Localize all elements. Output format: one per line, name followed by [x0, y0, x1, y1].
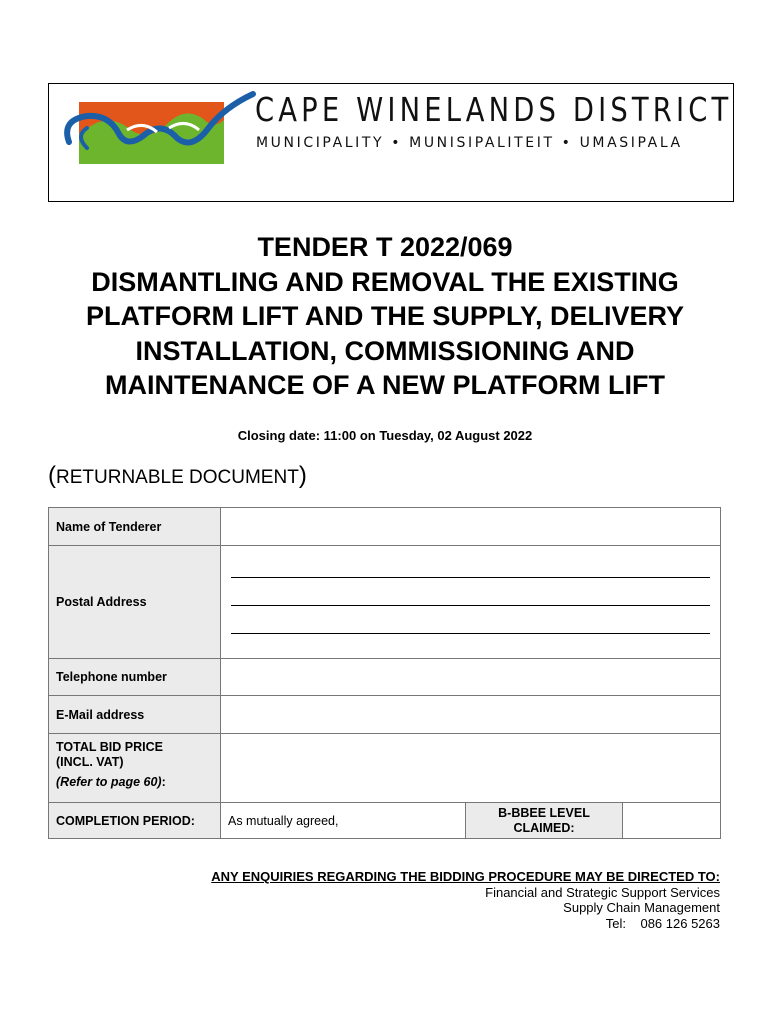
completion-period-label: COMPLETION PERIOD:: [49, 803, 221, 839]
bbbee-level-field[interactable]: [623, 803, 721, 839]
title-line: INSTALLATION, COMMISSIONING AND: [135, 335, 635, 366]
tel-number: 086 126 5263: [640, 915, 720, 931]
telephone-number-field[interactable]: [221, 659, 721, 696]
bbbee-text-line2: CLAIMED:: [513, 820, 575, 835]
enquiries-unit: Supply Chain Management: [563, 900, 720, 915]
enquiries-department: Financial and Strategic Support Services: [485, 884, 720, 900]
table-row: [49, 803, 721, 839]
incl-vat-text: (INCL. VAT): [56, 755, 124, 769]
email-address-label: E-Mail address: [49, 696, 221, 734]
table-row: [49, 546, 721, 659]
tender-title: [40, 230, 730, 403]
tenderer-details-form: [48, 507, 721, 839]
completion-period-value: As mutually agreed,: [221, 803, 466, 839]
total-bid-price-label: TOTAL BID PRICE (INCL. VAT) (Refer to page 60):: [49, 734, 221, 803]
logo-subtitle: MUNICIPALITY • MUNISIPALITEIT • UMASIPALA: [256, 135, 683, 151]
table-row: [49, 508, 721, 546]
telephone-number-label: Telephone number: [49, 659, 221, 696]
enquiries-block: [211, 869, 720, 931]
name-of-tenderer-label: Name of Tenderer: [49, 508, 221, 546]
title-line: MAINTENANCE OF A NEW PLATFORM LIFT: [105, 370, 665, 400]
title-line: DISMANTLING AND REMOVAL THE EXISTING: [91, 266, 679, 297]
tel-label: Tel:: [605, 915, 627, 931]
closing-date: Closing date: 11:00 on Tuesday, 02 August 2022: [237, 428, 533, 443]
postal-address-field[interactable]: [221, 546, 721, 659]
address-line-3: [231, 606, 710, 634]
postal-address-label: Postal Address: [49, 546, 221, 659]
refer-page-text: (Refer to page 60): [56, 775, 162, 789]
address-line-2: [231, 578, 710, 606]
title-line: TENDER T 2022/069: [257, 232, 513, 262]
title-line: PLATFORM LIFT AND THE SUPPLY, DELIVERY: [85, 301, 685, 331]
table-row: [49, 696, 721, 734]
municipality-logo-icon: [57, 90, 257, 170]
table-row: [49, 734, 721, 803]
address-line-1: [231, 551, 710, 578]
logo-title: CAPE WINELANDS DISTRICT: [255, 90, 733, 129]
returnable-document-label: (RETURNABLE DOCUMENT): [48, 462, 307, 489]
bbbee-text-line1: B-BBEE LEVEL: [498, 805, 590, 820]
returnable-text: RETURNABLE DOCUMENT: [56, 467, 299, 488]
total-bid-price-text: TOTAL BID PRICE: [56, 740, 163, 754]
bbbee-level-label: [466, 803, 623, 839]
enquiries-heading: ANY ENQUIRIES REGARDING THE BIDDING PROCEDURE MAY BE DIRECTED TO:: [211, 869, 720, 884]
total-bid-price-field[interactable]: [221, 734, 721, 803]
name-of-tenderer-field[interactable]: [221, 508, 721, 546]
table-row: [49, 659, 721, 696]
enquiries-telephone: [211, 916, 720, 932]
email-address-field[interactable]: [221, 696, 721, 734]
